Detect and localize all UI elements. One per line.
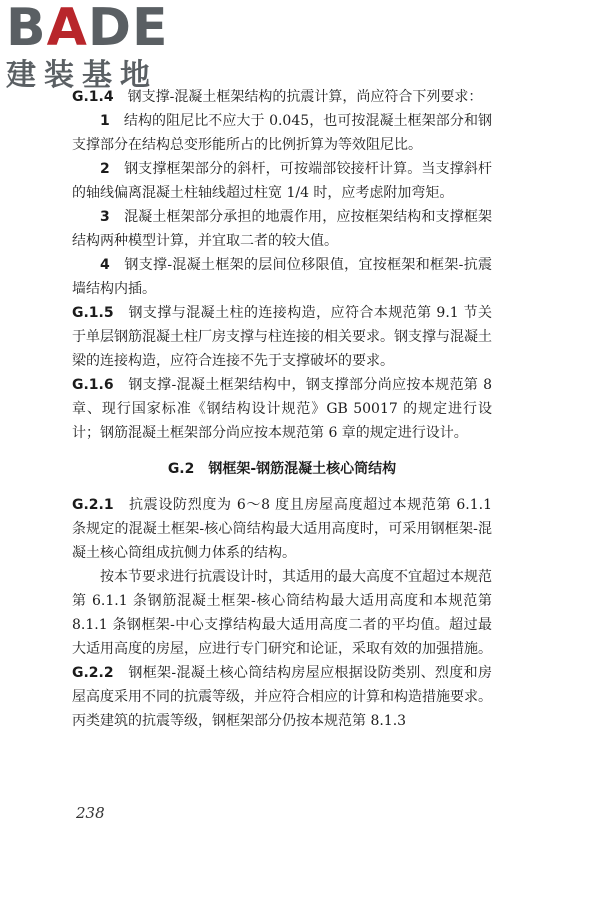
clause-g-2-1: G.2.1 抗震设防烈度为 6～8 度且房屋高度超过本规范第 6.1.1 条规定的混凝土框架-核心筒结构最大适用高度时，可采用钢框架-混凝土核心筒组成抗侧力体系的结构。 [72, 497, 492, 561]
logo-wordmark: BADE [6, 0, 169, 58]
section-title: G.2 钢框架-钢筋混凝土核心筒结构 [167, 461, 397, 477]
list-item: 1 结构的阻尼比不应大于 0.045，也可按混凝土框架部分和钢支撑部分在结构总变形能所占的比例折算为等效阻尼比。 [72, 113, 493, 153]
page-number: 238 [76, 804, 105, 822]
list-item: 4 钢支撑-混凝土框架的层间位移限值，宜按框架和框架-抗震墙结构内插。 [72, 257, 493, 297]
list-item: 3 混凝土框架部分承担的地震作用，应按框架结构和支撑框架结构两种模型计算，并宜取二者的较大值。 [72, 209, 493, 249]
page-body [72, 85, 492, 733]
clause-g-1-4: G.1.4 钢支撑-混凝土框架结构的抗震计算，尚应符合下列要求： [72, 89, 483, 105]
clause-g-2-2: G.2.2 钢框架-混凝土核心筒结构房屋应根据设防类别、烈度和房屋高度采用不同的抗震等级，并应符合相应的计算和构造措施要求。丙类建筑的抗震等级，钢框架部分仍按本规范第 8.1.3 [72, 665, 492, 729]
logo-subtitle: 建装基地 [6, 58, 158, 93]
clause-g-1-5: G.1.5 钢支撑与混凝土柱的连接构造，应符合本规范第 9.1 节关于单层钢筋混凝土柱厂房支撑与柱连接的相关要求。钢支撑与混凝土梁的连接构造，应符合连接不先于支撑破坏的要求。 [72, 305, 493, 369]
bade-logo [6, 2, 181, 92]
clause-g-1-6: G.1.6 钢支撑-混凝土框架结构中，钢支撑部分尚应按本规范第 8 章、现行国家标准《钢结构设计规范》GB 50017 的规定进行设计；钢筋混凝土框架部分尚应按本规范第 6 章的规定进行设计。 [72, 377, 492, 441]
clause-g-2-1-para2: 按本节要求进行抗震设计时，其适用的最大高度不宜超过本规范第 6.1.1 条钢筋混凝土框架-核心筒结构最大适用高度和本规范第 8.1.1 条钢框架-中心支撑结构最大适用高度二者的平均值。超过最大适用高度的房屋，应进行专门研究和论证，采取有效的加强措施。 [72, 569, 492, 657]
list-item: 2 钢支撑框架部分的斜杆，可按端部铰接杆计算。当支撑斜杆的轴线偏离混凝土柱轴线超过柱宽 1/4 时，应考虑附加弯矩。 [72, 161, 493, 201]
